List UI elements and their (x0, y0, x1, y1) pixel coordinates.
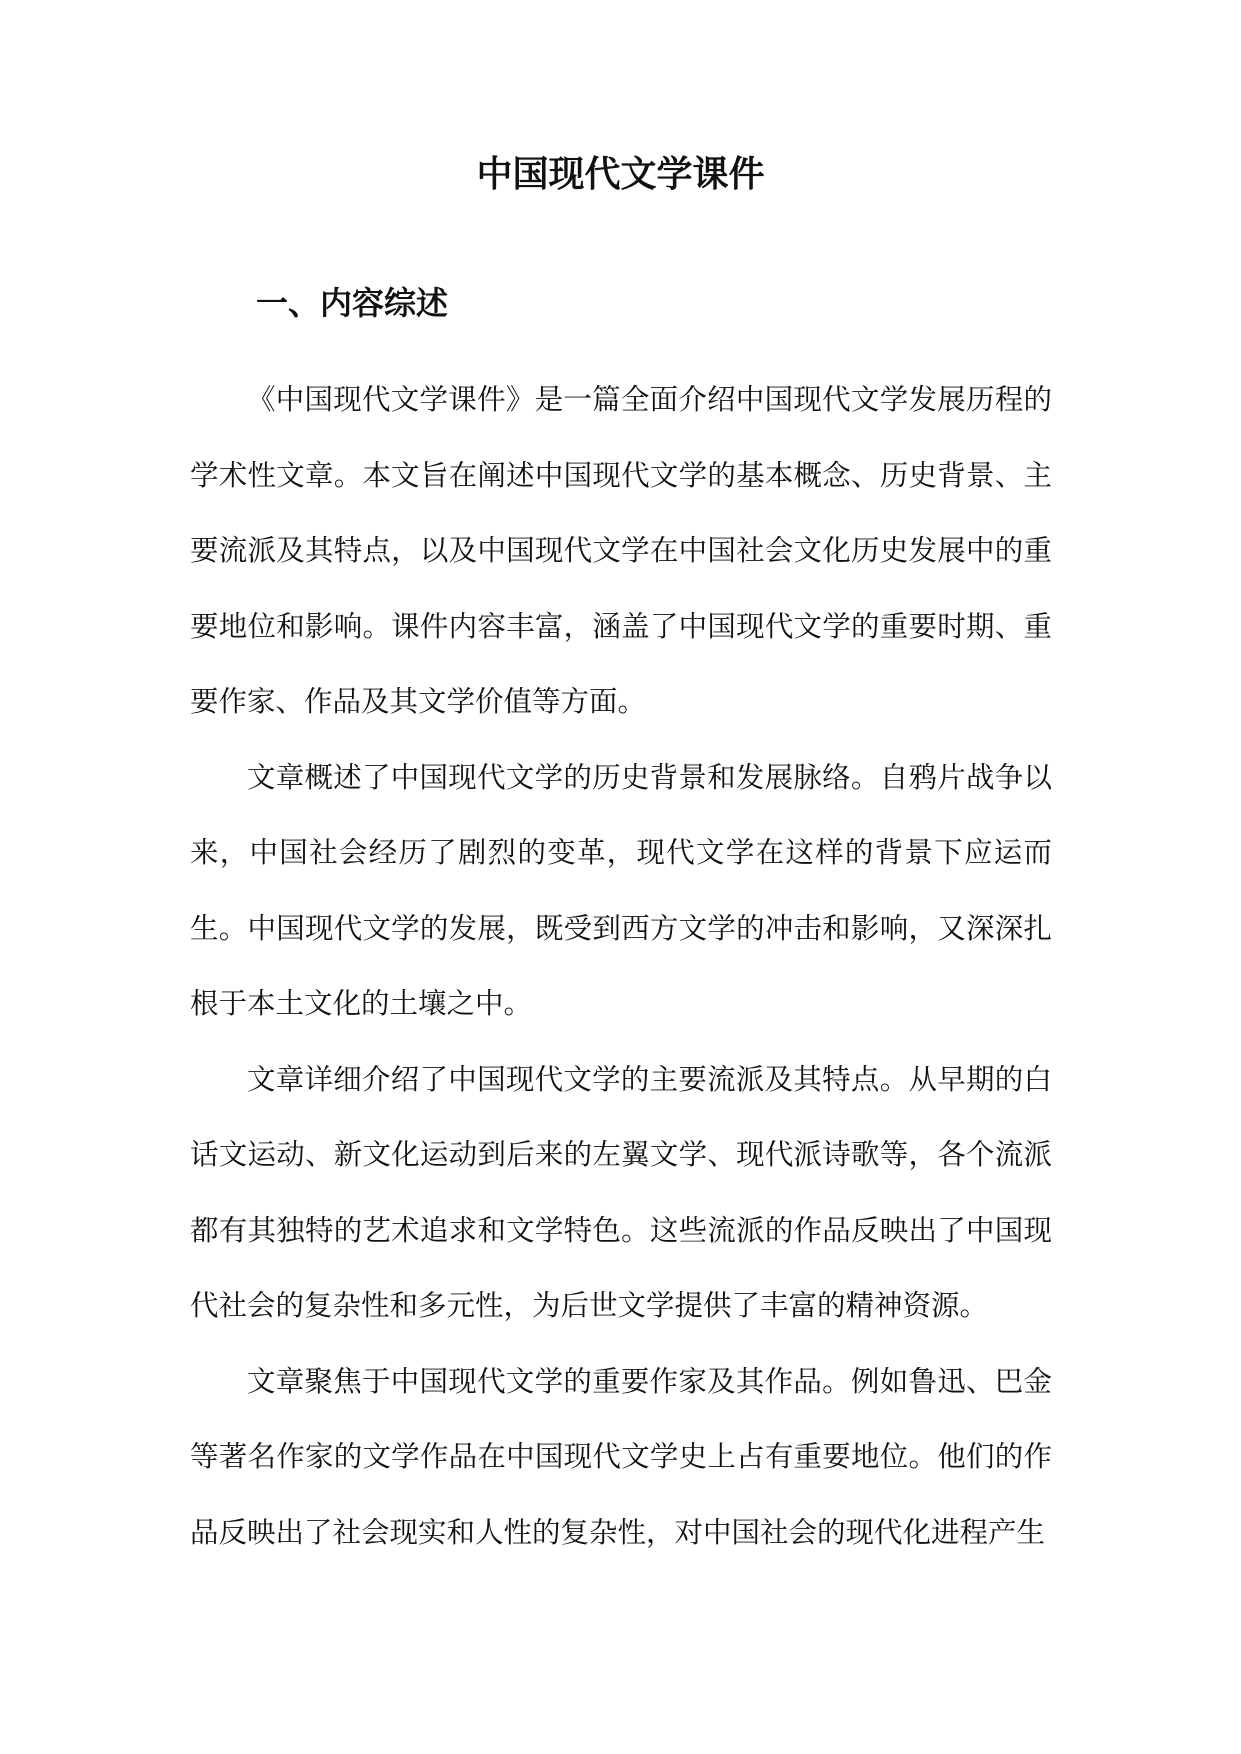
paragraph: 《中国现代文学课件》是一篇全面介绍中国现代文学发展历程的学术性文章。本文旨在阐述中国现代文学的基本概念、历史背景、主要流派及其特点，以及中国现代文学在中国社会文化历史发展中的重要地位和影响。课件内容丰富，涵盖了中国现代文学的重要时期、重要作家、作品及其文学价值等方面。 (190, 383, 1052, 718)
paragraph: 文章聚焦于中国现代文学的重要作家及其作品。例如鲁迅、巴金等著名作家的文学作品在中国现代文学史上占有重要地位。他们的作品反映出了社会现实和人性的复杂性，对中国社会的现代化进程产生 (190, 1364, 1052, 1549)
document-title: 中国现代文学课件 (476, 154, 765, 195)
paragraph: 文章概述了中国现代文学的历史背景和发展脉络。自鸦片战争以来，中国社会经历了剧烈的变革，现代文学在这样的背景下应运而生。中国现代文学的发展，既受到西方文学的冲击和影响，又深深扎根于本土文化的土壤之中。 (190, 760, 1052, 1020)
body-text (190, 362, 1052, 1570)
paragraph: 文章详细介绍了中国现代文学的主要流派及其特点。从早期的白话文运动、新文化运动到后来的左翼文学、现代派诗歌等，各个流派都有其独特的艺术追求和文学特色。这些流派的作品反映出了中国现代社会的复杂性和多元性，为后世文学提供了丰富的精神资源。 (190, 1062, 1052, 1322)
section-heading: 一、内容综述 (256, 284, 449, 322)
